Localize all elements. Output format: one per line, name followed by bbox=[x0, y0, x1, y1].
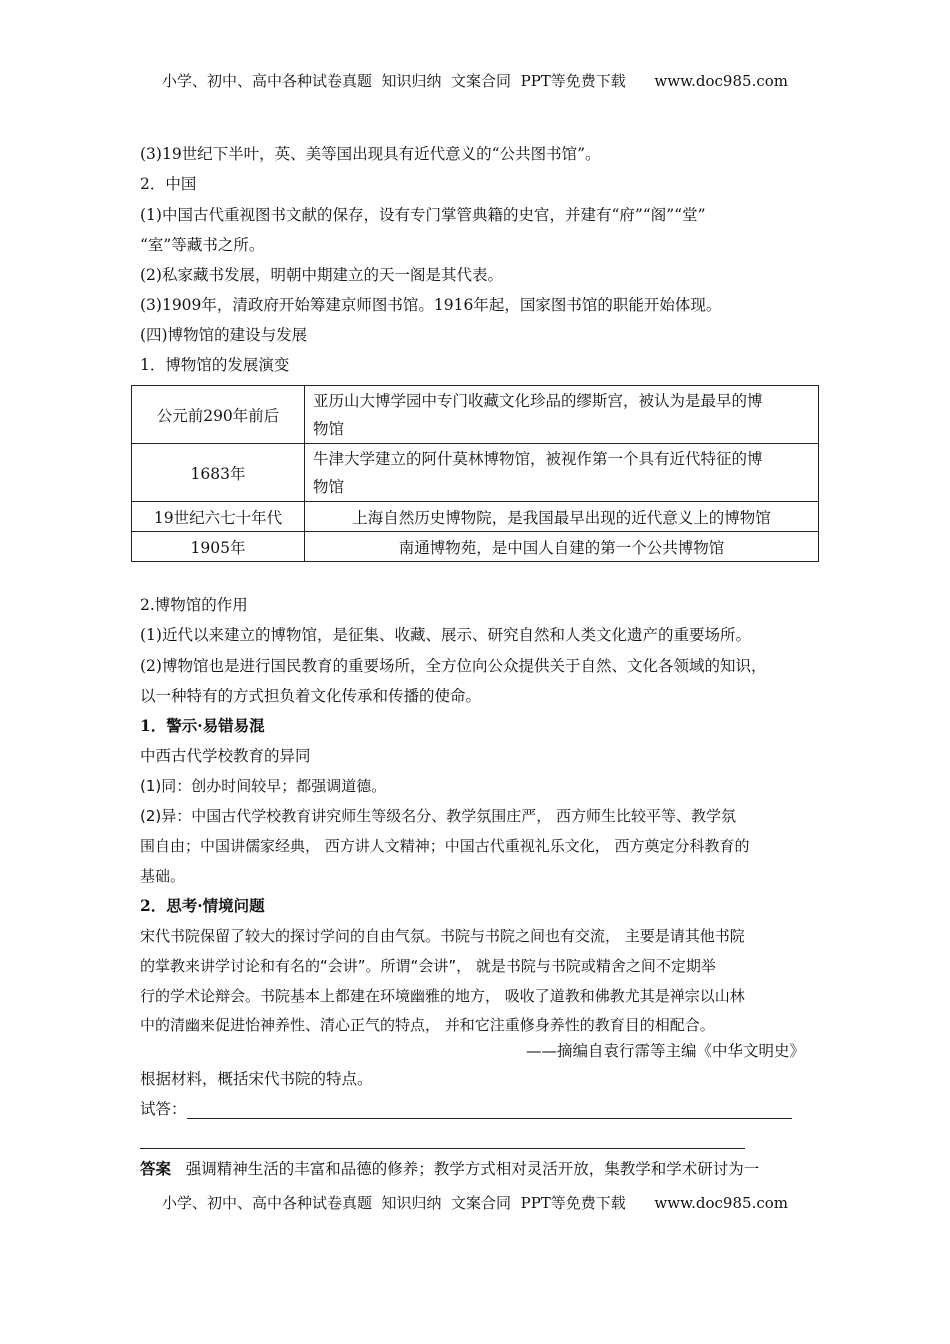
answer-label: 答案 bbox=[140, 1159, 172, 1178]
table-cell-desc bbox=[305, 386, 819, 444]
desc-line: 物馆 bbox=[313, 419, 345, 438]
text-line: 以一种特有的方式担负着文化传承和传播的使命。 bbox=[140, 687, 482, 705]
text-line: 中西古代学校教育的异同 bbox=[140, 747, 311, 765]
text-line: (1)近代以来建立的博物馆，是征集、收藏、展示、研究自然和人类文化遗产的重要场所。 bbox=[140, 626, 751, 644]
desc-line: 亚历山大博学园中专门收藏文化珍品的缪斯宫，被认为是最早的博 bbox=[313, 391, 763, 410]
answer-blank-line[interactable] bbox=[187, 1104, 792, 1119]
passage-line: 行的学术论辩会。书院基本上都建在环境幽雅的地方， 吸收了道教和佛教尤其是禅宗以山林 bbox=[140, 987, 745, 1005]
section-heading: 1．博物馆的发展演变 bbox=[140, 356, 290, 374]
museum-evolution-table bbox=[131, 385, 819, 562]
table-cell-year: 1905年 bbox=[132, 532, 305, 562]
table-row bbox=[132, 386, 819, 444]
passage-source: ——摘编自袁行霈等主编《中华文明史》 bbox=[525, 1042, 805, 1060]
table-cell-year: 公元前290年前后 bbox=[132, 386, 305, 444]
section-heading: 2．中国 bbox=[140, 175, 197, 193]
answer-line bbox=[140, 1159, 759, 1179]
desc-line: 物馆 bbox=[313, 477, 345, 496]
text-line: “室”等藏书之所。 bbox=[140, 236, 265, 254]
text-line: (2)博物馆也是进行国民教育的重要场所，全方位向公众提供关于自然、文化各领域的知识， bbox=[140, 657, 767, 675]
table-cell-desc: 南通博物苑，是中国人自建的第一个公共博物馆 bbox=[305, 532, 819, 562]
page-footer: 小学、初中、高中各种试卷真题 知识归纳 文案合同 PPT等免费下载 www.doc985.com bbox=[161, 1194, 788, 1212]
answer-input-row[interactable] bbox=[140, 1099, 792, 1119]
table-cell-desc bbox=[305, 444, 819, 502]
table-cell-year: 19世纪六七十年代 bbox=[132, 502, 305, 532]
table-row bbox=[132, 502, 819, 532]
answer-blank-line[interactable] bbox=[140, 1134, 745, 1149]
text-line: (2)异：中国古代学校教育讲究师生等级名分、教学氛围庄严， 西方师生比较平等、教学氛 bbox=[140, 807, 737, 825]
section-heading: 2．思考·情境问题 bbox=[140, 896, 265, 915]
table-cell-desc: 上海自然历史博物院，是我国最早出现的近代意义上的博物馆 bbox=[305, 502, 819, 532]
text-line: (3)1909年，清政府开始筹建京师图书馆。1916年起，国家图书馆的职能开始体现。 bbox=[140, 296, 722, 314]
section-heading: 2.博物馆的作用 bbox=[140, 596, 248, 614]
question-prompt: 根据材料，概括宋代书院的特点。 bbox=[140, 1070, 373, 1088]
text-line: (1)同：创办时间较早；都强调道德。 bbox=[140, 777, 387, 795]
answer-text: 强调精神生活的丰富和品德的修养；教学方式相对灵活开放，集教学和学术研讨为一 bbox=[185, 1160, 760, 1178]
table-row bbox=[132, 532, 819, 562]
section-heading: 1．警示·易错易混 bbox=[140, 716, 265, 735]
answer-input-label: 试答： bbox=[140, 1100, 187, 1118]
section-heading: (四)博物馆的建设与发展 bbox=[140, 326, 308, 344]
answer-input-row[interactable] bbox=[140, 1129, 745, 1149]
text-line: (3)19世纪下半叶，英、美等国出现具有近代意义的“公共图书馆”。 bbox=[140, 145, 601, 163]
table-cell-year: 1683年 bbox=[132, 444, 305, 502]
text-line: 基础。 bbox=[140, 867, 186, 885]
text-line: 围自由；中国讲儒家经典， 西方讲人文精神；中国古代重视礼乐文化， 西方奠定分科教育的 bbox=[140, 837, 750, 855]
text-line: (1)中国古代重视图书文献的保存，设有专门掌管典籍的史官，并建有“府”“阁”“堂” bbox=[140, 206, 706, 224]
text-line: (2)私家藏书发展，明朝中期建立的天一阁是其代表。 bbox=[140, 266, 503, 284]
desc-line: 牛津大学建立的阿什莫林博物馆，被视作第一个具有近代特征的博 bbox=[313, 449, 763, 468]
passage-line: 的掌教来讲学讨论和有名的“会讲”。所谓“会讲”， 就是书院与书院或精舍之间不定期举 bbox=[140, 957, 716, 975]
page-header: 小学、初中、高中各种试卷真题 知识归纳 文案合同 PPT等免费下载 www.doc985.com bbox=[161, 72, 788, 90]
table-row bbox=[132, 444, 819, 502]
passage-line: 宋代书院保留了较大的探讨学问的自由气氛。书院与书院之间也有交流， 主要是请其他书院 bbox=[140, 927, 745, 945]
passage-line: 中的清幽来促进怡神养性、清心正气的特点， 并和它注重修身养性的教育目的相配合。 bbox=[140, 1016, 715, 1034]
